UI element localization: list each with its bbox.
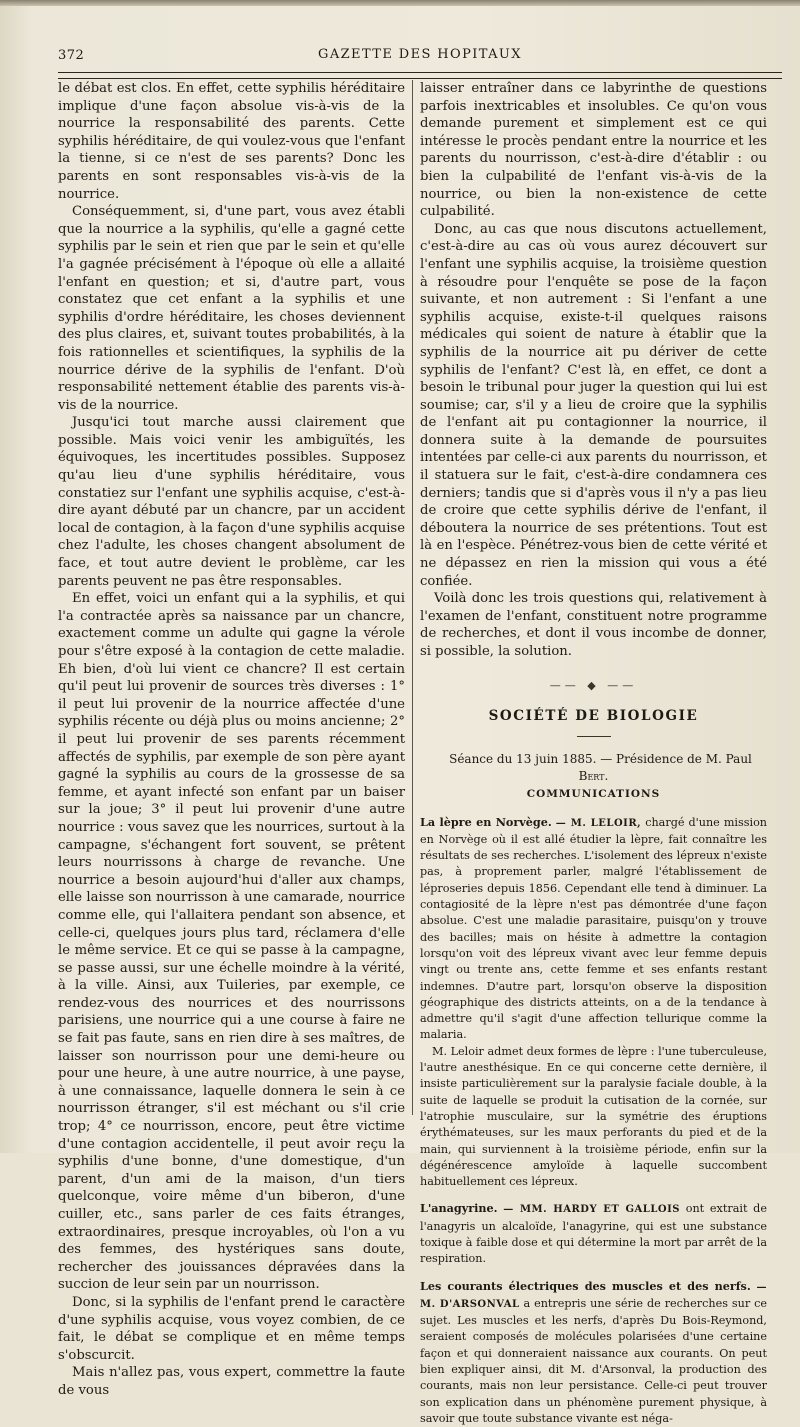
communications-list [420, 814, 767, 1427]
paragraph: le débat est clos. En effet, cette syphilis héréditaire implique d'une façon absolue vis-à-vis de la nourrice la responsabilité des parents. Cette syphilis héréditaire, de qui voulez-vous que l'enfant la tienne, si ce n'est de ses parents? Donc les parents en sont responsables vis-à-vis de la nourrice. [58, 81, 405, 202]
item-text: ont extrait de l'anagyris un alcaloïde, l'anagyrine, qui est une substance toxique à faible dose et qui détermine la mort par arrêt de la respiration. [420, 1202, 767, 1266]
page-header [58, 44, 782, 64]
section-short-rule [577, 736, 611, 737]
session-line-text: Séance du 13 juin 1885. — Présidence de M. Paul [449, 751, 752, 766]
paragraph: Jusqu'ici tout marche aussi clairement que possible. Mais voici venir les ambiguïtés, les équivoques, les incertitudes possibles. Supposez qu'au lieu d'une syphilis héréditaire, vous constatiez sur l'enfant une syphilis acquise, c'est-à-dire ayant débuté par un chancre, par un accident local de contagion, à la façon d'une syphilis acquise chez l'adulte, les choses changent absolument de face, et tout autre devient le problème, car les parents peuvent ne pas être responsables. [58, 415, 405, 589]
paragraph: Donc, au cas que nous discutons actuellement, c'est-à-dire au cas où vous aurez découvert sur l'enfant une syphilis acquise, la troisième question à résoudre pour l'enquête se pose de la façon suivante, et non autrement : Si l'enfant a une syphilis acquise, existe-t-il quelques raisons médicales qui soient de nature à établir que la syphilis de la nourrice ait pu dériver de cette syphilis de l'enfant? C'est là, en effet, ce dont a besoin le tribunal pour juger la question qui lui est soumise; car, s'il y a lieu de croire que la syphilis de l'enfant ait pu contagionner la nourrice, il donnera suite à la demande de poursuites intentées par celle-ci aux parents du nourrisson, et il statuera sur le fait, c'est-à-dire condamnera ces derniers; tandis que si d'après vous il n'y a pas lieu de croire que cette syphilis dérive de l'enfant, il déboutera la nourrice de ses prétentions. Tout est là en l'espèce. Pénétrez-vous bien de cette vérité et ne dépassez en rien la mission qui vous a été confiée. [420, 221, 767, 589]
item-text: chargé d'une mission en Norvège où il est allé étudier la lèpre, fait connaître les résultats de ses recherches. L'isolement des lépreux n'existe pas, à proprement parler, malgré l'établissement de léproseries depuis 1856. Cependant elle tend à diminuer. La contagiosité de la lèpre n'est pas démontrée d'une façon absolue. C'est une maladie parasitaire, puisqu'on y trouve des bacilles; mais on hésite à admettre la contagion lorsqu'on voit des lépreux vivant avec leur femme depuis vingt ou trente ans, cette femme et ses enfants restant indemnes. D'autre part, lorsqu'on observe la disposition géographique des districts atteints, on a de la tendance à admettre qu'il s'agit d'une affection tellurique comme la malaria. [420, 815, 768, 1042]
item-author: — MM. HARDY ET GALLOIS [503, 1204, 680, 1216]
page-top-edge [0, 0, 800, 6]
communication-item [420, 1278, 767, 1427]
paragraph: Mais n'allez pas, vous expert, commettre la faute de vous [58, 1365, 405, 1398]
communication-item-continued [420, 1044, 767, 1191]
communication-item [420, 1200, 767, 1267]
section-title: SOCIÉTÉ DE BIOLOGIE [488, 708, 699, 725]
item-text: a entrepris une série de recherches sur ce sujet. Les muscles et les nerfs, d'après Du Bois-Reymond, seraient composés de molécules polarisées d'une certaine façon et qui donneraient naissance aux courants. On peut bien expliquer ainsi, dit M. d'Arsonval, la production des courants, mais non leur persistance. Celle-ci peut trouver son explication dans un phénomène purement physique, à savoir que toute substance vivante est néga- [420, 1296, 767, 1425]
item-title: L'anagyrine. [420, 1201, 498, 1216]
item-author: — M. D'ARSONVAL [420, 1281, 768, 1310]
page-number: 372 [58, 48, 85, 63]
item-title: La lèpre en Norvège. [420, 814, 552, 829]
right-column [420, 80, 767, 1427]
communications-heading: COMMUNICATIONS [526, 787, 661, 800]
running-title: GAZETTE DES HOPITAUX [318, 47, 522, 62]
paragraph: Conséquemment, si, d'une part, vous avez établi que la nourrice a la syphilis, qu'elle a gagné cette syphilis par le sein et rien que par le sein et qu'elle l'a gagnée précisément à l'époque où elle a allaité l'enfant en question; et si, d'autre part, vous constatez que cet enfant a la syphilis et une syphilis d'ordre héréditaire, les choses deviennent des plus claires, et, suivant toutes probabilités, à la fois rationnelles et scientifiques, la syphilis de la nourrice dérive de la syphilis de l'enfant. D'où responsabilité nettement établie des parents vis-à-vis de la nourrice. [58, 204, 405, 413]
communication-item [420, 814, 767, 1044]
session-line [420, 751, 767, 786]
item-title: Les courants électriques des muscles et des nerfs. [420, 1278, 751, 1293]
left-column [58, 80, 405, 1400]
header-rule [58, 72, 782, 79]
session-president: Bert. [578, 769, 609, 784]
item-text: M. Leloir admet deux formes de lèpre : l'une tuberculeuse, l'autre anesthésique. En ce qui concerne cette dernière, il insiste particulièrement sur la paralysie faciale double, à la suite de laquelle se produit la cutisation de la cornée, sur l'atrophie musculaire, sur la symétrie des éruptions érythémateuses, sur les maux perforants du pied et de la main, qui surviennent à la troisième période, enfin sur la dégénérescence amyloïde à laquelle succombent habituellement ces lépreux. [420, 1044, 767, 1189]
paragraph: En effet, voici un enfant qui a la syphilis, et qui l'a contractée après sa naissance par un chancre, exactement comme un adulte qui gagne la vérole pour s'être exposé à la contagion de cette maladie. Eh bien, d'où lui vient ce chancre? Il est certain qu'il peut lui provenir de sources très diverses : 1° il peut lui provenir de la nourrice affectée d'une syphilis récente ou déjà plus ou moins ancienne; 2° il peut lui provenir de ses parents récemment affectés de syphilis, par exemple de son père ayant gagné la syphilis au cours de la grossesse de sa femme, et ayant infecté son enfant par un baiser sur la joue; 3° il peut lui provenir d'une autre nourrice : vous savez que les nourrices, surtout à la campagne, s'échangent fort souvent, se prêtent leurs nourrissons à charge de revanche. Une nourrice a besoin aujourd'hui d'aller aux champs, elle laisse son nourrisson à une camarade, nourrice comme elle, qui l'allaitera pendant son absence, et celle-ci, quelques jours plus tard, réclamera d'elle le même service. Et ce qui se passe à la campagne, se passe aussi, sur une échelle moindre à la vérité, à la ville. Ainsi, aux Tuileries, par exemple, ce rendez-vous des nourrices et des nourrissons parisiens, une nourrice qui a une course à faire ne se fait pas faute, sans en rien dire à ses maîtres, de laisser son nourrisson pour une demi-heure ou pour une heure, à une autre nourrice, à une payse, à une connaissance, laquelle donnera le sein à ce nourrisson étranger, s'il est méchant ou s'il crie trop; 4° ce nourrisson, encore, peut être victime d'une contagion accidentelle, il peut avoir reçu la syphilis d'une bonne, d'une domestique, d'un parent, d'un ami de la maison, d'un tiers quelconque, voire même d'un biberon, d'une cuiller, etc., sans parler de ces faits étranges, extraordinaires, presque incroyables, où l'on a vu des femmes, des hystériques sans doute, rechercher des jouissances dépravées dans la succion de leur sein par un nourrisson. [58, 591, 405, 1293]
paragraph: laisser entraîner dans ce labyrinthe de questions parfois inextricables et insolubles. Ce qu'on vous demande purement et simplement est ce qui intéresse le procès pendant entre la nourrice et les parents du nourrisson, c'est-à-dire d'établir : ou bien la culpabilité de l'enfant vis-à-vis de la nourrice, ou bien la non-existence de cette culpabilité. [420, 81, 767, 220]
paragraph: Voilà donc les trois questions qui, relativement à l'examen de l'enfant, constituent notre programme de recherches, et dont il vous incombe de donner, si possible, la solution. [420, 591, 767, 659]
paragraph: Donc, si la syphilis de l'enfant prend le caractère d'une syphilis acquise, vous voyez combien, de ce fait, le débat se complique et en même temps s'obscurcit. [58, 1294, 405, 1363]
section-ornament: —— ◆ —— [549, 678, 638, 692]
column-divider [412, 80, 413, 1115]
item-author: — M. LELOIR, [555, 817, 642, 829]
